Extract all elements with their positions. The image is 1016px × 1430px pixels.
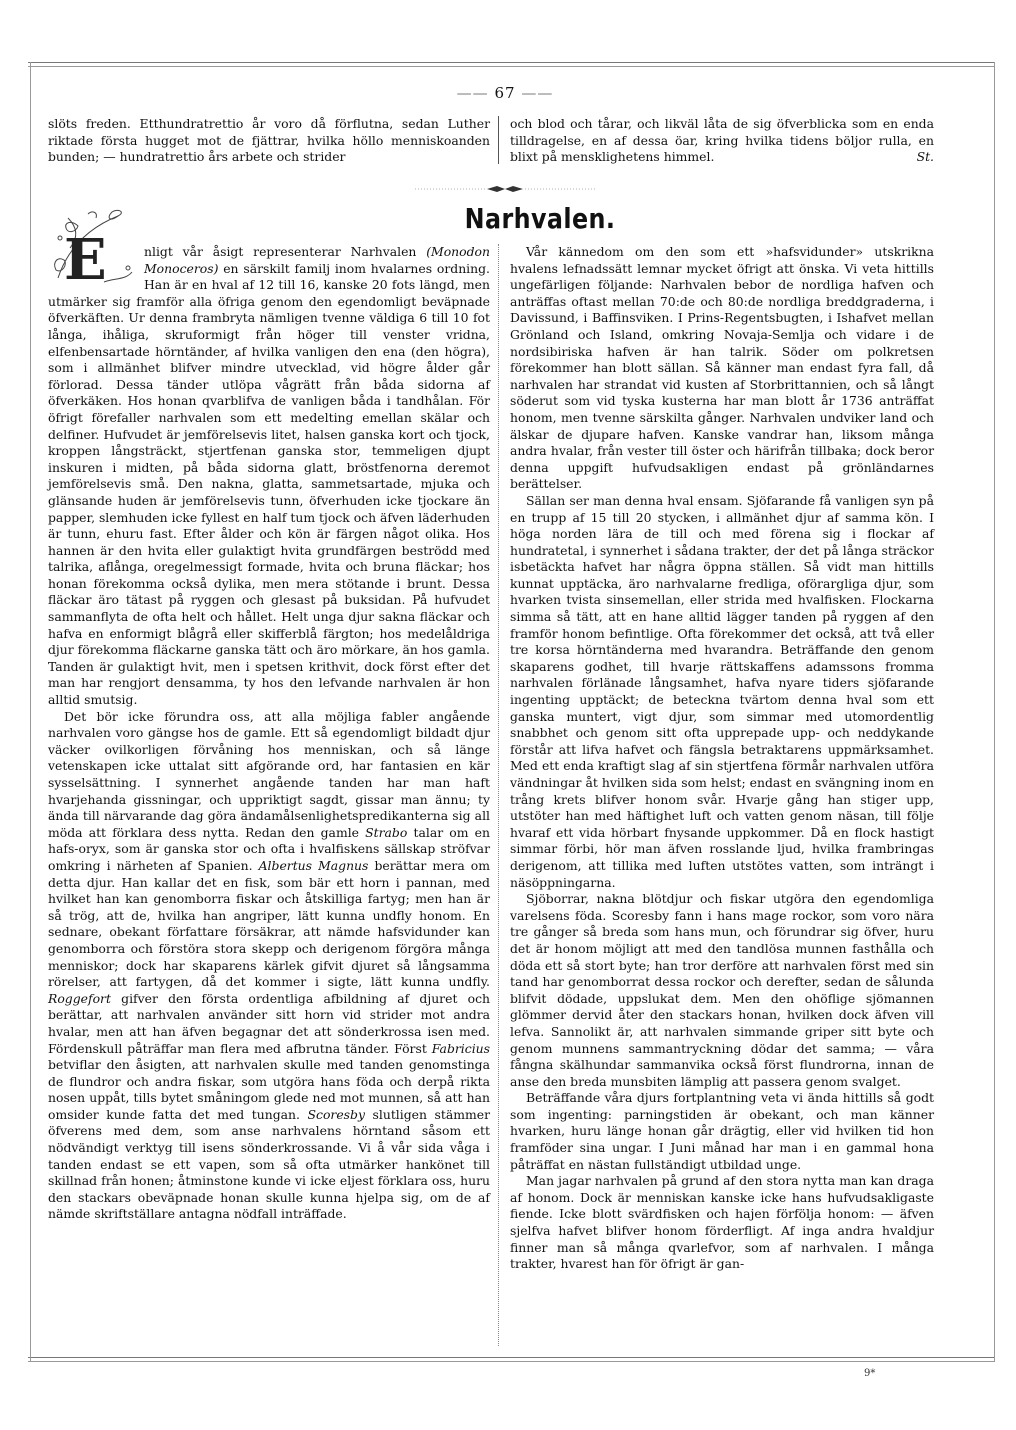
article-right-column	[510, 244, 934, 1273]
continuation-left-column	[48, 116, 490, 166]
bottom-frame-rule-inner	[28, 1361, 994, 1362]
bottom-frame-rule	[28, 1357, 994, 1358]
author-name-scoresby: Scoresby	[307, 1106, 365, 1122]
section-separator-ornament	[415, 184, 595, 194]
drop-cap	[48, 208, 140, 293]
drop-cap-letter: E	[64, 227, 107, 293]
author-name-albertus: Albertus Magnus	[258, 857, 369, 873]
printer-signature-mark: 9*	[864, 1368, 876, 1379]
text-run: nligt vår åsigt representerar Narhvalen	[144, 244, 427, 259]
article-paragraph-5: Sjöborrar, nakna blötdjur och fiskar utgöra den egendomliga varelsens föda. Scoresby fann i hans mage rockor, som voro nära tre gånger så breda som hans mun, och förundrar sig öfver, huru det är honom möjligt att med den tandlösa munnen fasthålla och döda ett så stort byte; han tror derföre att narhvalen först med sin tand har genomborrat dessa rockor och derefter, sedan de sålunda blifvit dödade, uppslukat dem. Men den ohöflige sjömannen glömmer dervid åter den stackars honan, hvilken dock äfven vill lefva. Sannolikt är, att narhvalen simmande griper sitt byte och genom munnens sammantryckning dödar det samma; — våra fångna skälhundar sammanvika också först flundrorna, innan de anse den breda munsbiten lämplig att passera genom svalget.	[510, 891, 934, 1089]
top-frame-rule-inner	[28, 66, 994, 67]
article-paragraph-3: Vår kännedom om den som ett »hafsvidunder» utskrikna hvalens lefnadssätt lemnar mycket öfrigt att önska. Vi veta hittills ungefärligen följande: Narhvalen bebor de nordliga hafven och anträffas oftast mellan 70:de och 80:de nordliga breddgraderna, i Davissund, i Baffinsviken. I Prins-Regentsbugten, i Ishafvet mellan Grönland och Island, omkring Novaja-Semlja och vidare i de nordsibiriska hafven är han talrik. Söder om polkretsen förekommer han blott sällan. Så känner man endast fyra fall, då narhvalen har strandat vid kusten af Storbrittannien, och så långt söderut som vid tyska kusterna har man blott år 1736 anträffat honom, men tvenne särskilta gånger. Narhvalen undviker land och älskar de djupare hafven. Kanske vandrar han, liksom många andra hvalar, från vester till öster och härifrån tillbaka; dock beror denna uppgift hufvudsakligen endast på grönländarnes berättelser.	[510, 244, 934, 492]
text-run: slutligen stämmer öfverens med dem, som anse narhvalens hörntand såsom ett nödvändigt verktyg till isens sönderkrossande. Vi å vår sida våga i tanden endast se ett vapen, som så ofta utmärker hankönet till skillnad från honen; åtminstone kunde vi icke eljest förklara oss, huru den stackars obeväpnade honan skulle kunna hjelpa sig, om de af nämde skriftställare antagna nödfall inträffade.	[48, 1106, 491, 1222]
article-paragraph-2	[48, 709, 490, 1223]
article-paragraph-7: Man jagar narhvalen på grund af den stora nytta man kan draga af honom. Dock är menniskan kanske icke hans hufvudsakligaste fiende. Icke blott svärdfisken och hajen förfölja honom: — äfven sjelfva hafvet blifver honom förderfligt. Af inga andra hvaldjur finner man så många qvarlefvor, som af narhvalen. I många trakter, hvarest han för öfrigt är gan-	[510, 1173, 934, 1272]
right-frame-rule	[994, 62, 995, 1362]
continuation-column-rule	[498, 116, 499, 164]
author-name-fabricius: Fabricius	[431, 1040, 490, 1056]
text-run: en särskilt familj inom hvalarnes ordning. Han är en hval af 12 till 16, kanske 20 fots längd, men utmärker sig framför alla öfriga genom den egendomligt beväpnade öfverkäften. Ur denna frambryta nämligen tvenne väldiga 6 till 10 fot långa, ihåliga, skruformigt från höger till venster vridna, elfenbensartade hörntänder, af hvilka vanligen den ena (den högra), som i allmänhet blifver mindre utvecklad, vid högre ålder går förlorad. Dessa tänder utlöpa vågrätt från båda sidorna af öfverkäken. Hos honan qvarblifva de vanligen båda i tandhålan. För öfrigt förefaller narhvalen som ett medelting emellan skälar och delfiner. Hufvudet är jemförelsevis litet, halsen ganska kort och tjock, kroppen långsträckt, stjertfenan ganska stor, temmeligen djupt inskuren i midten, på båda sidorna glatt, bröstfenorna deremot jemförelsevis små. Den nakna, glatta, sammetsartade, mjuka och glänsande huden är jemförelsevis tunn, öfverhuden icke tjockare än papper, slemhuden icke fyllest en half tum tjock och äfven läderhuden är tunn, ehuru fast. Efter ålder och kön är färgen något olika. Hos hannen är den hvita eller gulaktigt hvita grundfärgen beströdd med talrika, aflånga, oregelmessigt formade, hvita och bruna fläckar; hos honan förekomma också dylika, men mera stötande i brunt. Dessa fläckar äro tätast på ryggen och glesast på buksidan. På hufvudet sammanflyta de ofta helt och hållet. Helt unga djur sakna fläckar och hafva en enformigt blågrå eller skifferblå färgton; hos medelåldriga djur förekomma fläckarne ganska tätt och äro mörkare, än hos gamla. Tanden är gulaktigt hvit, men i spetsen krithvit, dock först efter det man har rengjort densamma, ty hos den lefvande narhvalen är hon alltid smutsig.	[48, 260, 491, 708]
article-paragraph-6: Beträffande våra djurs fortplantning veta vi ända hittills så godt som ingenting: parningstiden är obekant, och man känner hvarken, huru länge honan går drägtig, eller vid hvilken tid hon framföder sina ungar. I Juni månad har man i en gammal hona påträffat en nästan fullständigt utbildad unge.	[510, 1090, 934, 1172]
continuation-right-column	[510, 116, 934, 166]
text-run: berättar mera om detta djur. Han kallar det en fisk, som bär ett horn i pannan, med hvilket han kan genomborra fiskar och åtskilliga fartyg; men han är så trög, att de, hvilka han angriper, lätt kunna undfly honom. En sednare, obekant författare försäkrar, att nämde hafsvidunder kan genomborra och förstöra stora skepp och derigenom förgöra många menniskor; dock har skaparens kärlek gifvit djuret så långsamma rörelser, att fartygen, då det kommer i sigte, lätt kunna undfly.	[48, 857, 491, 990]
text-run: Det bör icke förundra oss, att alla möjliga fabler angående narhvalen voro gängse hos de gamle. Ett så egendomligt bildadt djur väcker ovilkorligen förvåning hos menniskan, och så länge vetenskapen icke uttalat sitt afgörande ord, har fantasien en kär sysselsättning. I synnerhet angående tanden har man haft hvarjehanda gissningar, och uppriktigt sagdt, gissar man ännu; ty ända till närvarande dag göra ändamålsenlighetspredikanterna sig all möda att förklara dess nytta. Redan den gamle	[48, 708, 490, 840]
article-column-rule	[498, 244, 499, 1346]
latin-name: (Monodon Monoceros)	[144, 244, 490, 276]
author-signature: St.	[916, 149, 934, 165]
text-run: betviflar den åsigten, att narhvalen skulle med tanden genomstinga de flundror och andra fiskar, som utgöra hans föda och derpå rikta nosen uppåt, tills bytet småningom glede ned mot munnen, så att han omsider kunde fatta det med tungan.	[48, 1057, 490, 1122]
top-frame-rule	[28, 62, 994, 63]
article-title: Narhvalen.	[464, 202, 616, 235]
page-number: —— 67 ——	[456, 84, 554, 102]
continuation-right-paragraph	[510, 116, 934, 166]
text-run: talar om en hafs-oryx, som är ganska stor och ofta i hvalfiskens sällskap ströfvar omkring i närheten af Spanien.	[48, 824, 490, 873]
left-frame-rule	[30, 62, 31, 1362]
text-run: gifver den första ordentliga afbildning af djuret och berättar, att narhvalen använder sitt horn vid strider mot andra hvalar, men att han äfven begagnar det att sönderkrossa isen med. Fördenskull påträffar man flera med afbrutna tänder. Först	[48, 990, 490, 1056]
author-name-strabo: Strabo	[365, 824, 408, 840]
article-paragraph-1	[48, 227, 491, 709]
author-name-roggefort: Roggefort	[48, 990, 111, 1006]
article-paragraph-4: Sällan ser man denna hval ensam. Sjöfarande få vanligen syn på en trupp af 15 till 20 stycken, i allmänhet djur af samma kön. I höga norden lära de till och med förena sig i flockar af hundratetal, i synnerhet i sådana trakter, der det på långa sträckor isbetäckta hafvet har några öppna ställen. Så vidt man hittills kunnat upptäcka, äro narhvalarne fredliga, oförargliga djur, som hvarken tvista sinsemellan, eller strida med hvalfisken. Flockarna simma så tätt, att en hane alltid lägger tanden på ryggen af den framför honom befintlige. Ofta förekommer det också, att två eller tre korsa hörntänderna med hvarandra. Beträffande den genom skaparens godhet, till hvarje rättskaffens adamssons fromma narhvalen förlänade långsamhet, hafva nyare tiders sjöfarande ingenting upptäckt; de beteckna tvärtom denna hval som ett ganska muntert, vigt djur, som simmar med utomordentlig snabbhet och genom sitt ofta upprepade upp- och neddykande förstår att lifva hafvet och fängsla betraktarens uppmärksamhet. Med ett enda kraftigt slag af sin stjertfena förmår narhvalen utföra vändningar åt hvilken sida som helst; endast en svängning inom en trång krets blifver honom svår. Hvarje gång han stiger upp, utstöter han med häftighet luft och vatten genom näsan, till följe hvaraf ett vida hörbart fnysande uppkommer. Då en flock hastigt simmar förbi, hör man äfven rosslande ljud, hvilka frambringas derigenom, att tillika med luften utstötes vatten, som inträngt i näsöppningarna.	[510, 492, 934, 890]
continuation-left-text: slöts freden. Etthundratrettio år voro då förflutna, sedan Luther riktade första hugget mot de fjättrar, hvilka höllo menniskoanden bunden; — hundratrettio års arbete och strider	[48, 116, 490, 165]
article-left-column	[48, 227, 491, 1223]
page-number-value: 67	[494, 84, 516, 102]
continuation-right-text: och blod och tårar, och likväl låta de sig öfverblicka som en enda tilldragelse, en af dessa öar, kring hvilka tidens böljor rulla, en blixt på mensklighetens himmel.	[510, 116, 934, 165]
